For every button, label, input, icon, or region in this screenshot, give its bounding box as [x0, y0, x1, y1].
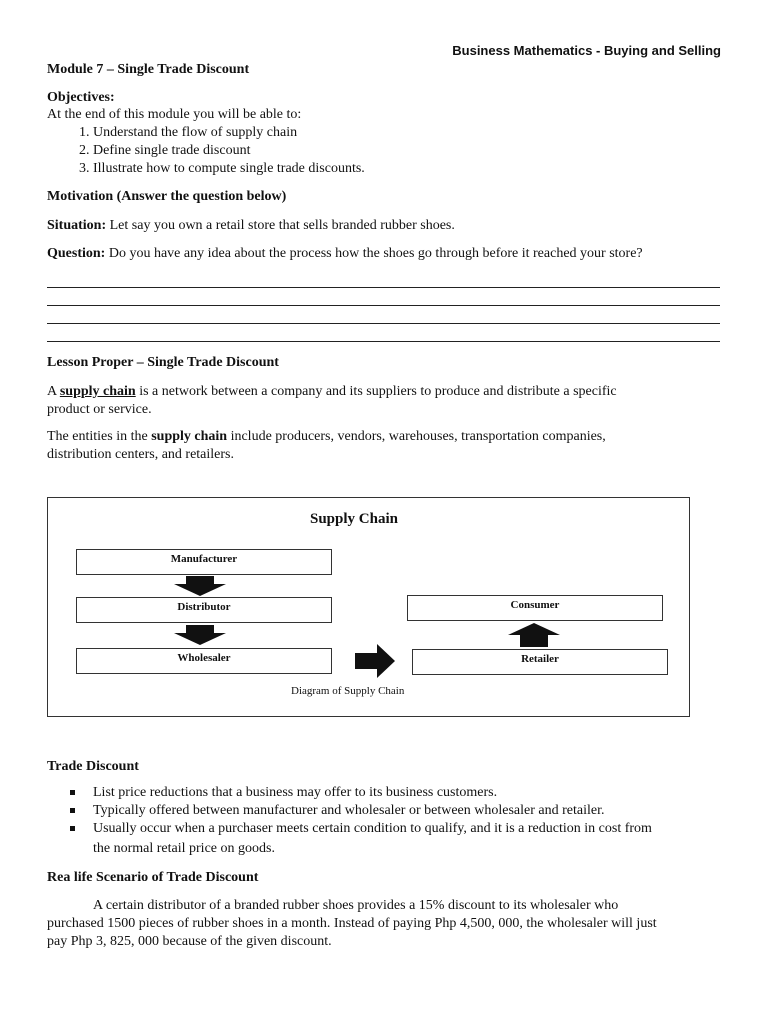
list-item: Usually occur when a purchaser meets certain condition to qualify, and it is a reduction in cost from — [93, 821, 652, 836]
list-item-continuation: the normal retail price on goods. — [93, 841, 275, 856]
lesson-text: A — [47, 384, 60, 399]
lesson-text: The entities in the — [47, 429, 152, 444]
answer-line — [47, 306, 720, 324]
diagram-title: Supply Chain — [310, 511, 398, 527]
lesson-paragraph-1-cont: product or service. — [47, 402, 152, 417]
situation-paragraph — [47, 217, 455, 235]
lesson-paragraph-2 — [47, 428, 606, 446]
retailer-box: Retailer — [412, 649, 668, 675]
situation-label: Situation: — [47, 218, 107, 233]
answer-lines — [47, 270, 720, 342]
page-header: Business Mathematics - Buying and Selling — [452, 43, 721, 58]
manufacturer-box: Manufacturer — [76, 549, 332, 575]
scenario-heading: Rea life Scenario of Trade Discount — [47, 870, 259, 885]
question-label: Question: — [47, 246, 106, 261]
lesson-heading: Lesson Proper – Single Trade Discount — [47, 355, 279, 370]
trade-discount-list — [47, 784, 652, 838]
scenario-line-2: purchased 1500 pieces of rubber shoes in a month. Instead of paying Php 4,500, 000, the wholesaler will just — [47, 916, 657, 931]
scenario-line-1: A certain distributor of a branded rubber shoes provides a 15% discount to its wholesaler who — [93, 898, 619, 913]
consumer-box: Consumer — [407, 595, 663, 621]
supply-chain-term: supply chain — [151, 429, 228, 444]
objectives-intro: At the end of this module you will be able to: — [47, 107, 302, 122]
module-title: Module 7 – Single Trade Discount — [47, 62, 250, 77]
up-arrow-icon — [508, 623, 560, 647]
supply-chain-term: supply chain — [59, 384, 136, 399]
lesson-paragraph-2-cont: distribution centers, and retailers. — [47, 447, 234, 462]
distributor-box: Distributor — [76, 597, 332, 623]
objectives-heading: Objectives: — [47, 90, 115, 105]
right-arrow-icon — [355, 644, 395, 678]
question-text: Do you have any idea about the process how the shoes go through before it reached your store? — [105, 246, 643, 261]
objective-item: 1. Understand the flow of supply chain — [93, 124, 365, 142]
objective-item: 2. Define single trade discount — [93, 142, 365, 160]
wholesaler-box: Wholesaler — [76, 648, 332, 674]
objective-item: 3. Illustrate how to compute single trade discounts. — [93, 160, 365, 178]
motivation-heading: Motivation (Answer the question below) — [47, 189, 287, 204]
scenario-line-3: pay Php 3, 825, 000 because of the given discount. — [47, 934, 332, 949]
down-arrow-icon — [174, 576, 226, 596]
objectives-list — [47, 124, 365, 178]
answer-line — [47, 324, 720, 342]
list-item: Typically offered between manufacturer and wholesaler or between wholesaler and retailer. — [93, 802, 652, 820]
list-item: List price reductions that a business may offer to its business customers. — [93, 784, 652, 802]
question-paragraph — [47, 245, 643, 263]
trade-discount-heading: Trade Discount — [47, 759, 139, 774]
lesson-paragraph-1 — [47, 383, 617, 401]
down-arrow-icon — [174, 625, 226, 645]
answer-line — [47, 270, 720, 288]
diagram-caption: Diagram of Supply Chain — [291, 685, 405, 697]
answer-line — [47, 288, 720, 306]
lesson-text: include producers, vendors, warehouses, transportation companies, — [227, 429, 606, 444]
supply-chain-diagram — [47, 497, 690, 717]
lesson-text: is a network between a company and its suppliers to produce and distribute a specific — [135, 384, 617, 399]
situation-text: Let say you own a retail store that sells branded rubber shoes. — [106, 218, 455, 233]
